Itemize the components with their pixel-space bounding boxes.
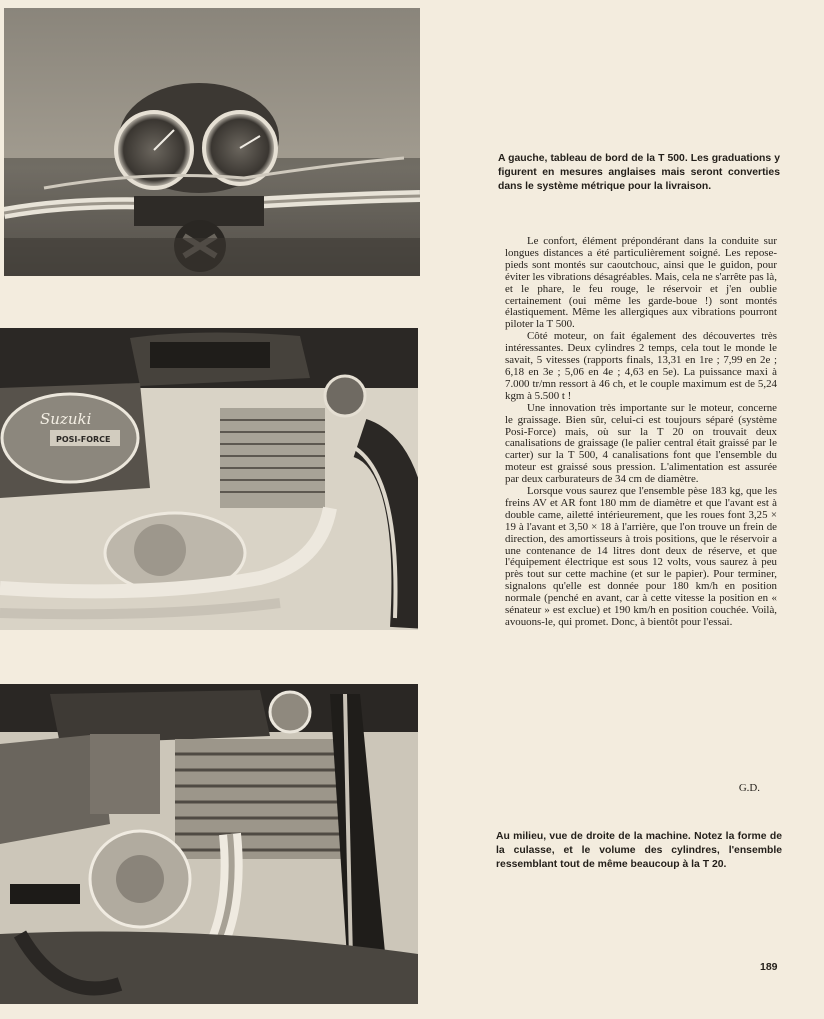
engine-right-photo bbox=[0, 684, 418, 1004]
article-paragraph: Lorsque vous saurez que l'ensemble pèse 183 kg, que les freins AV et AR font 180 mm de diamètre et que l'avant est à double came, ailetté intérieurement, que les roues font 3,25 × 19 à l'avant et 3,50 × 18 à l'arrière, que l'on trouve un frein de direction, des amortisseurs à trois positions, que le réservoir a une contenance de 14 litres dont deux de réserve, et que l'équipement électrique est sous 12 volts, vous saurez à peu près tout sur cette machine (et sur le papier). Pour terminer, signalons qu'elle est donnée pour 180 km/h en position normale (penché en avant, car à cette vitesse la position en « sénateur » est exclue) et 190 km/h en position couchée. Voilà, avouons-le, qui promet. Donc, à bientôt pour l'essai. bbox=[505, 485, 777, 628]
article-paragraph: Le confort, élément prépondérant dans la conduite sur longues distances a été particulièrement soigné. Les repose-pieds sont montés sur caoutchouc, ainsi que le guidon, pour éviter les vibrations désagréables. Mais, cela ne s'arrête pas là, et le phare, le feu rouge, le réservoir et j'en oublie certainement (oui même les garde-boue !) sont montés élastiquement. Même les allergiques aux vibrations pourront piloter la T 500. bbox=[505, 235, 777, 331]
tank-badge-text: Suzuki bbox=[40, 410, 92, 428]
author-signature: G.D. bbox=[738, 782, 760, 794]
article-body bbox=[505, 236, 777, 629]
cover-label-text: POSI-FORCE bbox=[56, 435, 111, 444]
caption-engine: Au milieu, vue de droite de la machine. Notez la forme de la culasse, et le volume des cylindres, l'ensemble ressemblant tout de même beaucoup à la T 20. bbox=[496, 831, 782, 870]
page-number: 189 bbox=[760, 961, 778, 973]
caption-dashboard: A gauche, tableau de bord de la T 500. Les graduations y figurent en mesures anglaises mais seront converties dans le système métrique pour la livraison. bbox=[498, 153, 780, 192]
dashboard-photo bbox=[4, 8, 420, 276]
article-paragraph: Une innovation très importante sur le moteur, concerne le graissage. Bien sûr, celui-ci est toujours séparé (système Posi-Force) mais, où sur la T 20 on trouvait deux canalisations de graissage (le palier central était graissé par le carter) sur la T 500, 4 canalisations font que l'ensemble du moteur est graissé sous pression. L'alimentation est assurée par deux carburateurs de 34 cm de diamètre. bbox=[505, 401, 777, 486]
article-paragraph: Côté moteur, on fait également des découvertes très intéressantes. Deux cylindres 2 temps, cela tout le monde le savait, 5 vitesses (rapports finals, 13,31 en 1re ; 7,99 en 2e ; 6,18 en 3e ; 5,06 en 4e ; 4,63 en 5e). La puissance maxi à 7.000 tr/mn ressort à 46 ch, et le couple maximum est de 5,24 kgm à 5.500 t ! bbox=[505, 330, 777, 402]
engine-left-photo bbox=[0, 328, 418, 630]
